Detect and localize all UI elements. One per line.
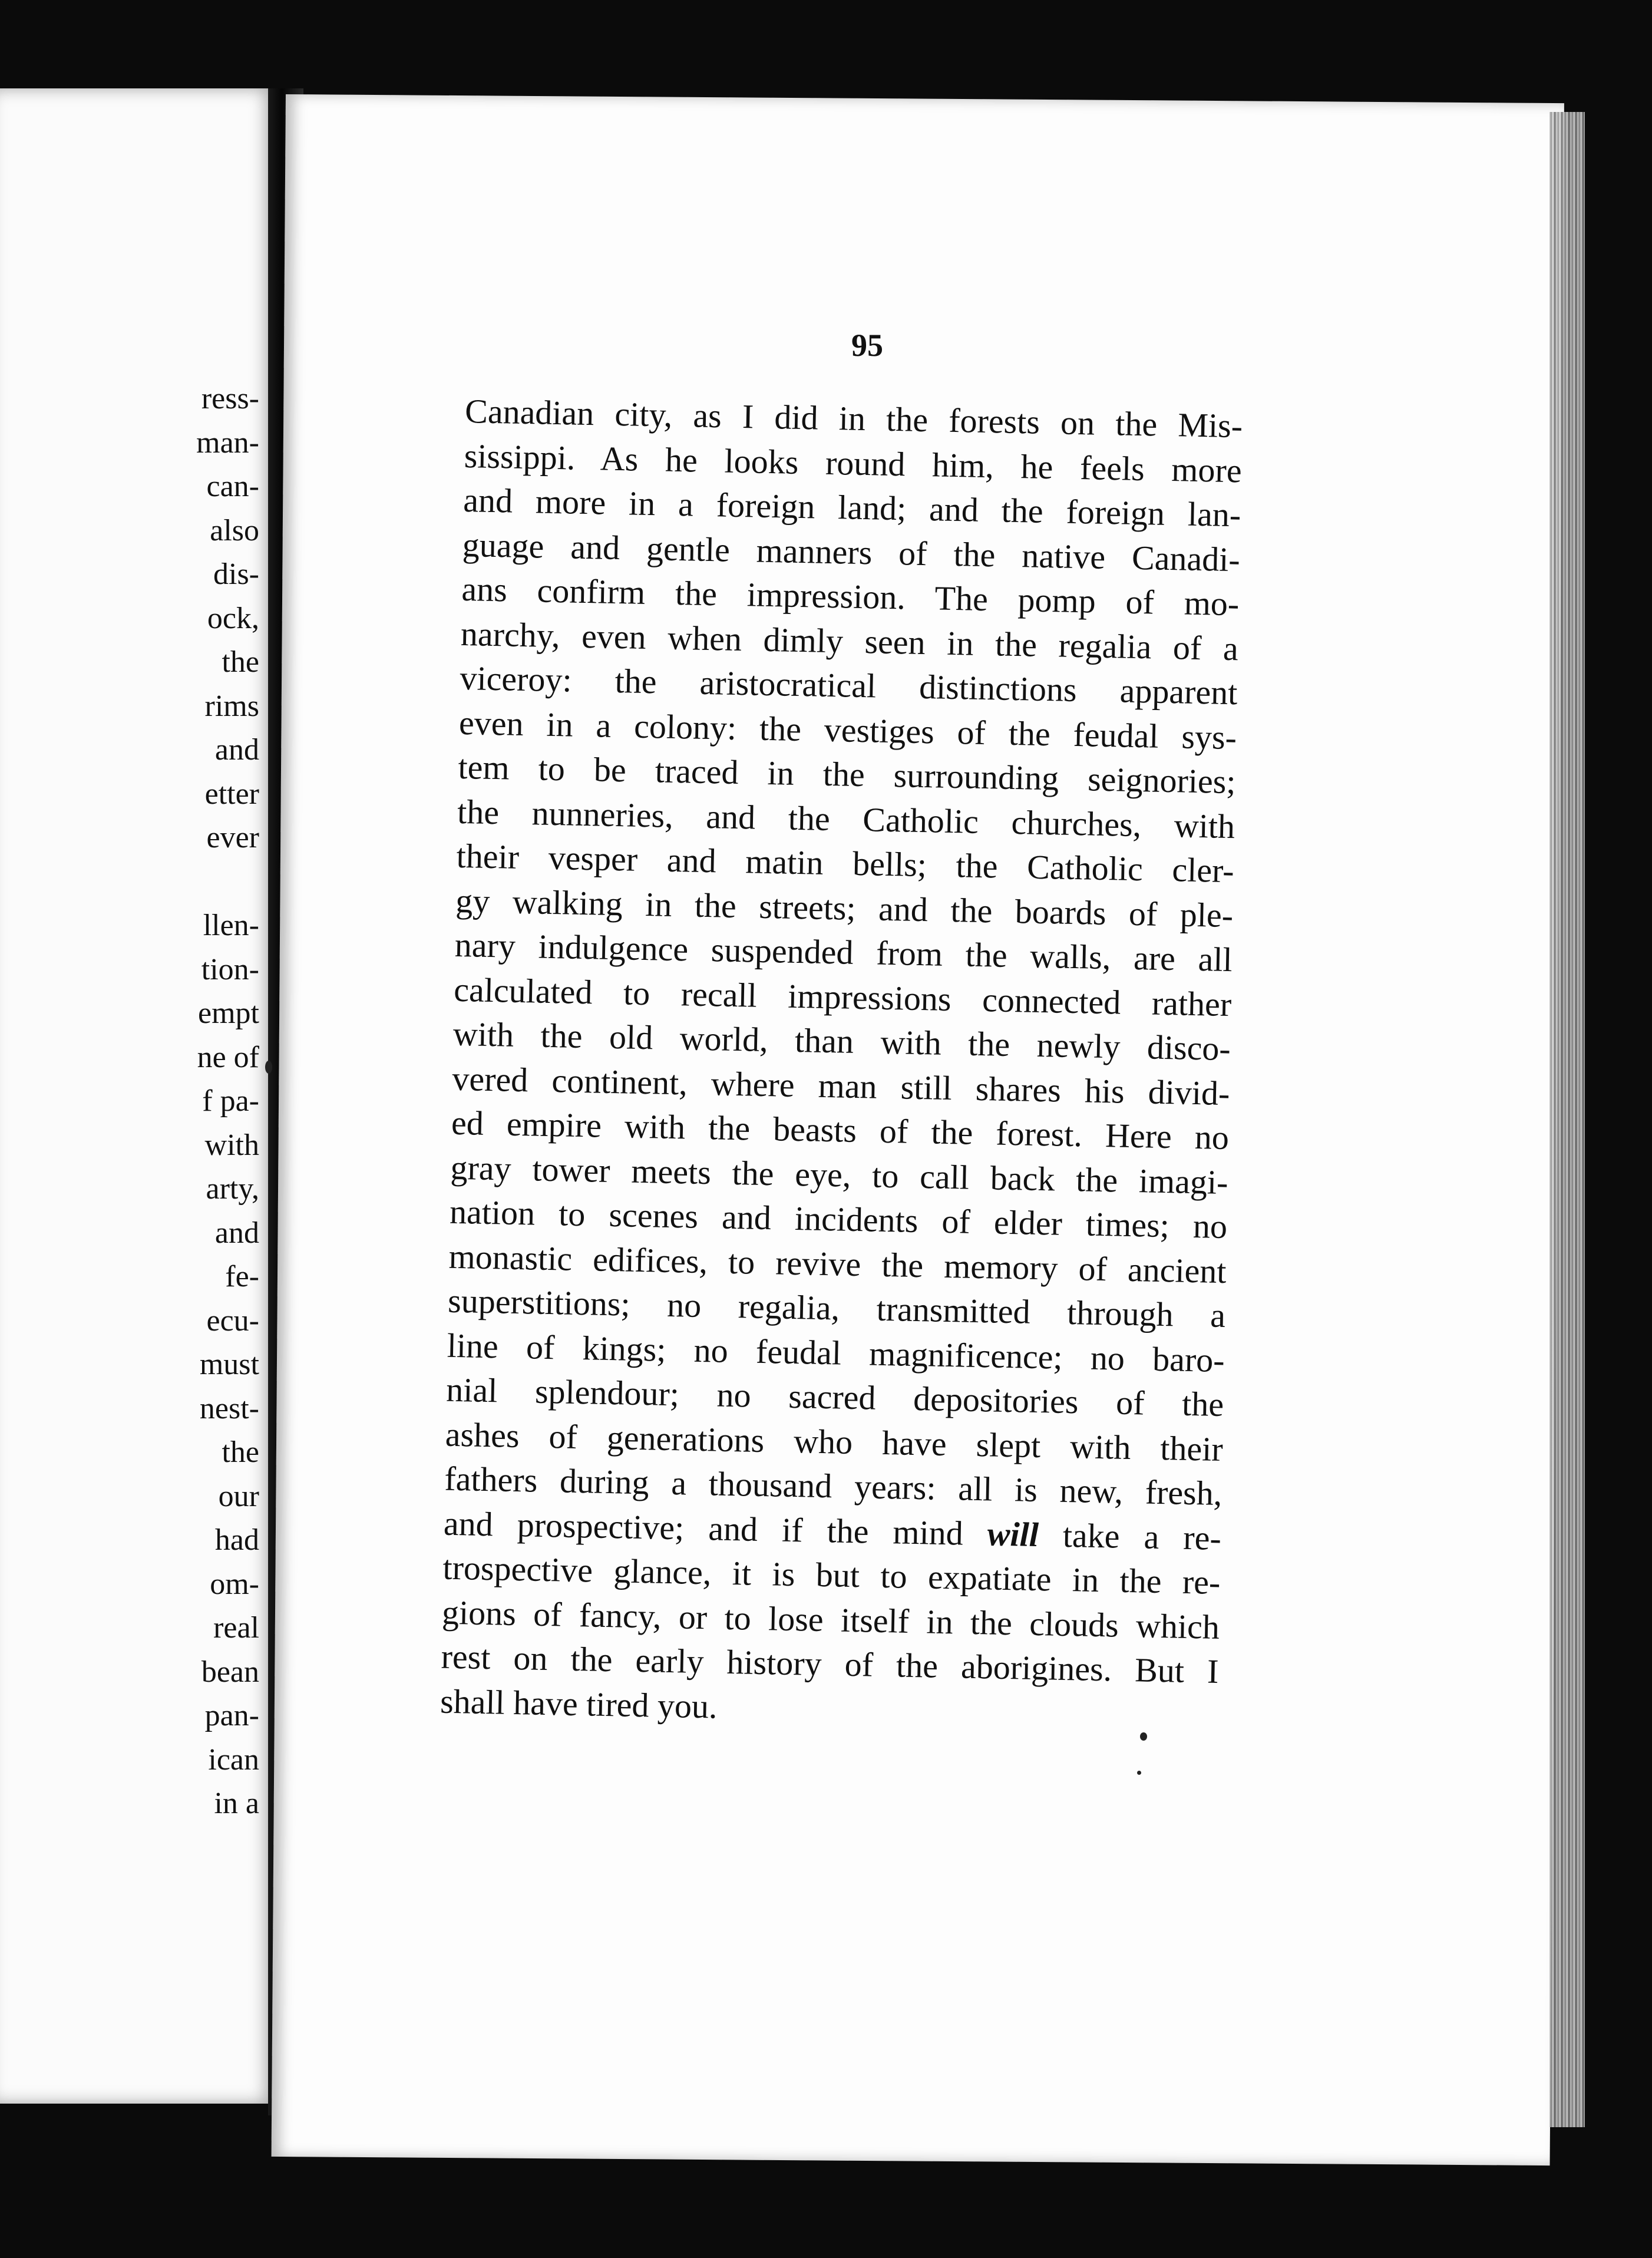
text-line: gions of fancy, or to lose itself in the clouds which bbox=[441, 1593, 1220, 1646]
left-page-fragment: with bbox=[204, 1128, 259, 1162]
text-line: line of kings; no feudal magnificence; no baro- bbox=[447, 1326, 1225, 1379]
left-page-fragment: ne of bbox=[197, 1040, 259, 1074]
left-page-fragment: and bbox=[214, 1216, 259, 1250]
left-page-fragment: ress- bbox=[201, 382, 259, 415]
text-fragment: and prospective; and if the mind bbox=[443, 1504, 988, 1553]
text-line: and more in a foreign land; and the foreign lan- bbox=[462, 480, 1241, 534]
left-page-fragment: pan- bbox=[204, 1699, 259, 1732]
left-page-fragment bbox=[59, 860, 259, 904]
left-page-fragment: om- bbox=[210, 1567, 259, 1601]
text-line: viceroy: the aristocratical distinctions apparent bbox=[459, 658, 1238, 712]
text-line: even in a colony: the vestiges of the feudal sys- bbox=[458, 703, 1237, 757]
text-line: nial splendour; no sacred depositories of the bbox=[445, 1370, 1224, 1424]
text-line: tem to be traced in the surrounding seignories; bbox=[458, 747, 1237, 801]
text-line: trospective glance, it is but to expatiate in the re- bbox=[442, 1548, 1221, 1602]
text-line: Canadian city, as I did in the forests on the Mis- bbox=[464, 391, 1243, 445]
text-line: superstitions; no regalia, transmitted through a bbox=[447, 1281, 1226, 1335]
text-line: the nunneries, and the Catholic churches, with bbox=[457, 792, 1235, 846]
left-page-fragment: real bbox=[213, 1611, 259, 1645]
text-fragment: take a re- bbox=[1038, 1515, 1222, 1557]
left-page-fragment: ever bbox=[206, 821, 259, 854]
text-line: rest on the early history of the aborigines. But I bbox=[441, 1637, 1220, 1691]
left-page-fragment: dis- bbox=[213, 557, 259, 591]
left-page-fragment: our bbox=[218, 1479, 259, 1513]
text-line: sissippi. As he looks round him, he feels more bbox=[464, 436, 1243, 490]
left-page-fragment: empt bbox=[198, 996, 259, 1030]
text-line: gray tower meets the eye, to call back the imagi- bbox=[450, 1148, 1229, 1201]
left-page-fragment: rims bbox=[204, 689, 259, 723]
left-page-fragment: tion- bbox=[201, 952, 259, 986]
left-page-fragment: the bbox=[222, 645, 259, 679]
left-page-fragment: can- bbox=[206, 470, 259, 503]
text-line: ed empire with the beasts of the forest. Here no bbox=[451, 1103, 1230, 1157]
text-line: vered continent, where man still shares his divid- bbox=[451, 1059, 1230, 1113]
left-page-fragment: llen- bbox=[203, 909, 259, 942]
left-page-fragment: also bbox=[210, 513, 259, 547]
left-page-fragment: had bbox=[214, 1523, 259, 1557]
text-line: nary indulgence suspended from the walls, are all bbox=[454, 925, 1233, 979]
text-line: monastic edifices, to revive the memory of ancient bbox=[448, 1237, 1227, 1290]
text-line: gy walking in the streets; and the boards of ple- bbox=[455, 881, 1234, 935]
left-page-text-fragments bbox=[59, 377, 259, 1826]
ink-speck bbox=[265, 1061, 272, 1074]
left-page-fragment: ecu- bbox=[206, 1303, 259, 1338]
left-page-fragment: must bbox=[199, 1348, 259, 1381]
page-edge bbox=[1549, 112, 1585, 2127]
text-line: their vesper and matin bells; the Catholic cler- bbox=[456, 836, 1235, 890]
text-line: narchy, even when dimly seen in the regalia of a bbox=[460, 614, 1239, 668]
text-line: ashes of generations who have slept with their bbox=[445, 1415, 1224, 1468]
left-page-fragment: f pa- bbox=[202, 1084, 259, 1118]
body-text bbox=[440, 389, 1243, 1738]
left-page-fragment: bean bbox=[201, 1655, 259, 1689]
text-line: with the old world, than with the newly disco- bbox=[452, 1014, 1231, 1068]
text-line: shall have tired you. bbox=[440, 1682, 718, 1726]
left-page-fragment: etter bbox=[204, 777, 259, 811]
italic-word: will bbox=[987, 1514, 1039, 1554]
left-page-fragment: ock, bbox=[207, 601, 259, 635]
left-page-fragment: nest- bbox=[199, 1391, 259, 1425]
text-line: fathers during a thousand years: all is new, fresh, bbox=[444, 1459, 1223, 1513]
ink-speck bbox=[1140, 1732, 1147, 1741]
text-line: nation to scenes and incidents of elder times; no bbox=[449, 1192, 1228, 1246]
left-page-fragment: arty, bbox=[206, 1172, 259, 1206]
left-facing-page bbox=[0, 88, 277, 2104]
left-page-fragment: ican bbox=[208, 1742, 259, 1777]
left-page-fragment: fe- bbox=[225, 1260, 259, 1293]
ink-speck bbox=[1137, 1771, 1141, 1775]
text-line: ans confirm the impression. The pomp of mo- bbox=[461, 569, 1240, 623]
page-number: 95 bbox=[851, 328, 883, 363]
text-line: calculated to recall impressions connected rather bbox=[453, 970, 1232, 1024]
left-page-fragment: the bbox=[222, 1435, 259, 1469]
text-line: guage and gentle manners of the native Canadi- bbox=[462, 525, 1241, 579]
left-page-fragment: in a bbox=[214, 1787, 259, 1820]
left-page-fragment: and bbox=[214, 733, 259, 767]
left-page-fragment: man- bbox=[196, 425, 259, 460]
